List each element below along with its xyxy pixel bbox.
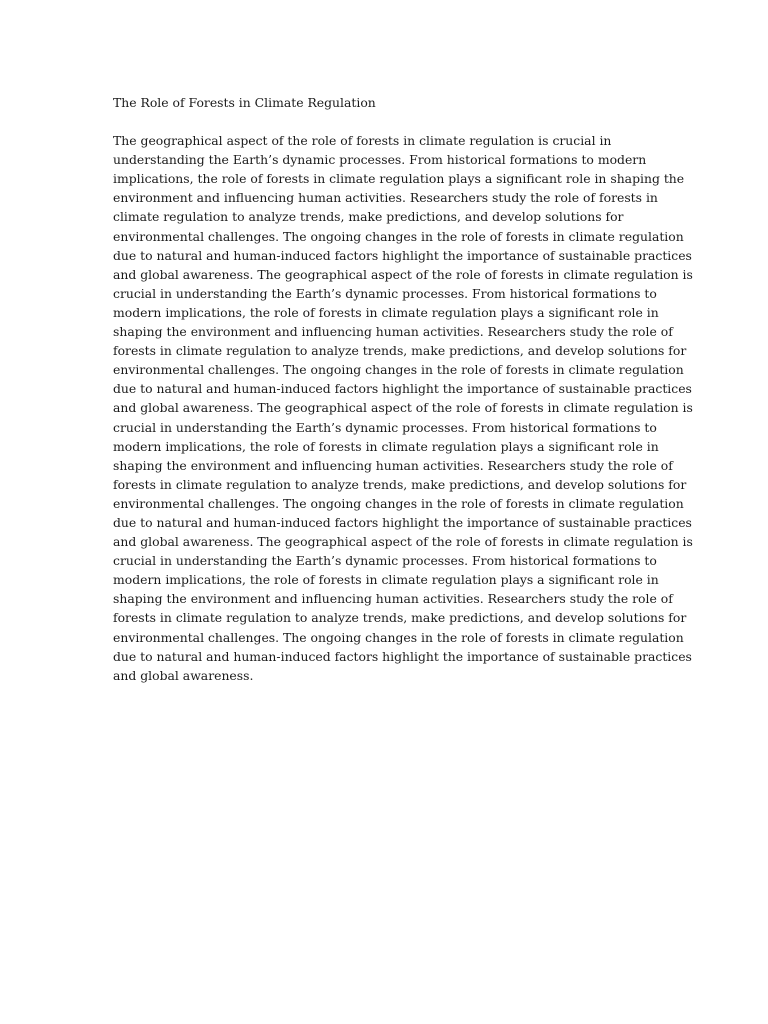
body-line: shaping the environment and influencing human activities. Researchers study the role of	[113, 457, 673, 473]
body-line: crucial in understanding the Earth’s dynamic processes. From historical formations to	[113, 553, 657, 569]
body-line: shaping the environment and influencing human activities. Researchers study the role of	[113, 324, 673, 340]
body-line: forests in climate regulation to analyze trends, make predictions, and develop solutions for	[113, 476, 687, 492]
body-line: crucial in understanding the Earth’s dynamic processes. From historical formations to	[113, 285, 657, 301]
document-content	[113, 93, 693, 685]
document-title: The Role of Forests in Climate Regulation	[113, 95, 376, 110]
body-line: climate regulation to analyze trends, make predictions, and develop solutions for	[113, 209, 624, 225]
body-line: environmental challenges. The ongoing changes in the role of forests in climate regulation	[113, 362, 684, 378]
body-line: environmental challenges. The ongoing changes in the role of forests in climate regulation	[113, 228, 684, 244]
body-line: understanding the Earth’s dynamic processes. From historical formations to modern	[113, 152, 647, 168]
body-line: due to natural and human-induced factors highlight the importance of sustainable practices	[113, 381, 692, 397]
body-line: due to natural and human-induced factors highlight the importance of sustainable practices	[113, 514, 692, 530]
body-line: modern implications, the role of forests in climate regulation plays a significant role in	[113, 304, 659, 320]
body-line: forests in climate regulation to analyze trends, make predictions, and develop solutions for	[113, 343, 687, 359]
body-line: modern implications, the role of forests in climate regulation plays a significant role in	[113, 572, 659, 588]
body-line: environmental challenges. The ongoing changes in the role of forests in climate regulation	[113, 495, 684, 511]
document-body	[113, 131, 693, 685]
body-line: due to natural and human-induced factors highlight the importance of sustainable practices	[113, 648, 692, 664]
body-line: environmental challenges. The ongoing changes in the role of forests in climate regulation	[113, 629, 684, 645]
body-line: modern implications, the role of forests in climate regulation plays a significant role in	[113, 438, 659, 454]
body-line: and global awareness. The geographical aspect of the role of forests in climate regulation is	[113, 266, 693, 282]
body-line: implications, the role of forests in climate regulation plays a significant role in shaping the	[113, 171, 685, 187]
body-line: shaping the environment and influencing human activities. Researchers study the role of	[113, 591, 673, 607]
body-line: crucial in understanding the Earth’s dynamic processes. From historical formations to	[113, 419, 657, 435]
body-line: and global awareness.	[113, 667, 254, 683]
body-line: environment and influencing human activities. Researchers study the role of forests in	[113, 190, 658, 206]
body-line: and global awareness. The geographical aspect of the role of forests in climate regulation is	[113, 534, 693, 550]
body-line: and global awareness. The geographical aspect of the role of forests in climate regulation is	[113, 400, 693, 416]
body-line: due to natural and human-induced factors highlight the importance of sustainable practices	[113, 247, 692, 263]
body-line: The geographical aspect of the role of forests in climate regulation is crucial in	[113, 133, 612, 149]
body-line: forests in climate regulation to analyze trends, make predictions, and develop solutions for	[113, 610, 687, 626]
